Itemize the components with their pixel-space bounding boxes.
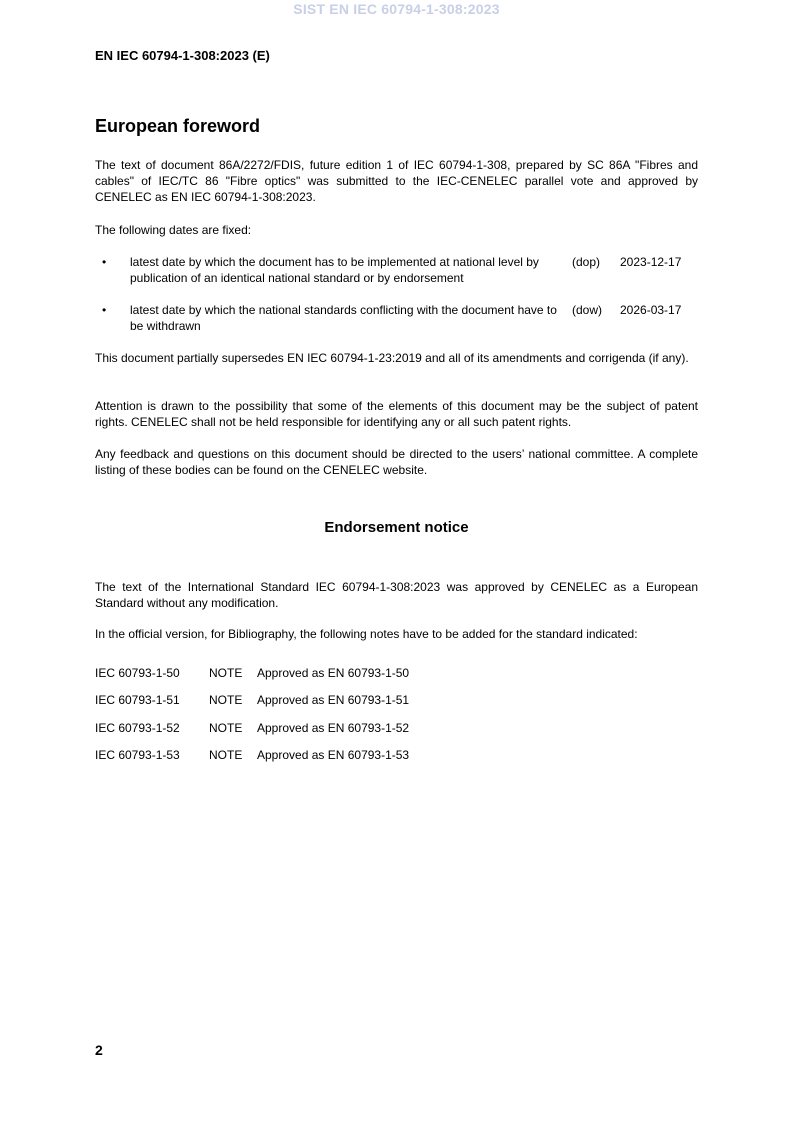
document-id-header: EN IEC 60794-1-308:2023 (E) [95,48,270,63]
note-label: NOTE [209,721,243,735]
endorsement-approval-paragraph: The text of the International Standard IEC 60794-1-308:2023 was approved by CENELEC as a European Standard without any modification. [95,580,698,610]
watermark: SIST EN IEC 60794-1-308:2023 [293,1,500,17]
note-text: Approved as EN 60793-1-52 [257,721,410,735]
page-number: 2 [95,1042,103,1058]
bullet-icon: • [102,303,107,317]
note-text: Approved as EN 60793-1-51 [257,693,410,707]
bibliography-intro-paragraph: In the official version, for Bibliography, the following notes have to be added for the standard indicated: [95,627,638,641]
note-standard: IEC 60793-1-53 [95,748,180,762]
supersedes-paragraph: This document partially supersedes EN IEC 60794-1-23:2019 and all of its amendments and corrigenda (if any). [95,351,689,365]
note-text: Approved as EN 60793-1-50 [257,666,410,680]
feedback-paragraph: Any feedback and questions on this document should be directed to the users’ national committee. A complete listing of these bodies can be found on the CENELEC website. [95,447,698,477]
note-standard: IEC 60793-1-51 [95,693,180,707]
note-text: Approved as EN 60793-1-53 [257,748,410,762]
note-label: NOTE [209,693,243,707]
foreword-title: European foreword [95,116,261,136]
note-label: NOTE [209,666,243,680]
endorsement-title: Endorsement notice [324,519,469,536]
date-item-value: 2026-03-17 [620,303,682,317]
foreword-intro-paragraph: The text of document 86A/2272/FDIS, future edition 1 of IEC 60794-1-308, prepared by SC 86A "Fibres and cables" of IEC/TC 86 "Fibre optics" was submitted to the IEC-CENELEC parallel vote and approved by CENELEC as EN IEC 60794-1-308:2023. [95,158,698,204]
dates-intro-paragraph: The following dates are fixed: [95,223,252,237]
date-item-code: (dow) [572,303,603,317]
date-item-value: 2023-12-17 [620,255,682,269]
note-standard: IEC 60793-1-50 [95,666,180,680]
bullet-icon: • [102,255,107,269]
date-item-text: latest date by which the national standards conflicting with the document have to be withdrawn [130,303,557,333]
note-standard: IEC 60793-1-52 [95,721,180,735]
date-item-text: latest date by which the document has to be implemented at national level by publication of an identical national standard or by endorsement [130,255,539,285]
patent-paragraph: Attention is drawn to the possibility that some of the elements of this document may be the subject of patent rights. CENELEC shall not be held responsible for identifying any or all such patent rights. [95,399,698,429]
note-label: NOTE [209,748,243,762]
date-item-code: (dop) [572,255,601,269]
